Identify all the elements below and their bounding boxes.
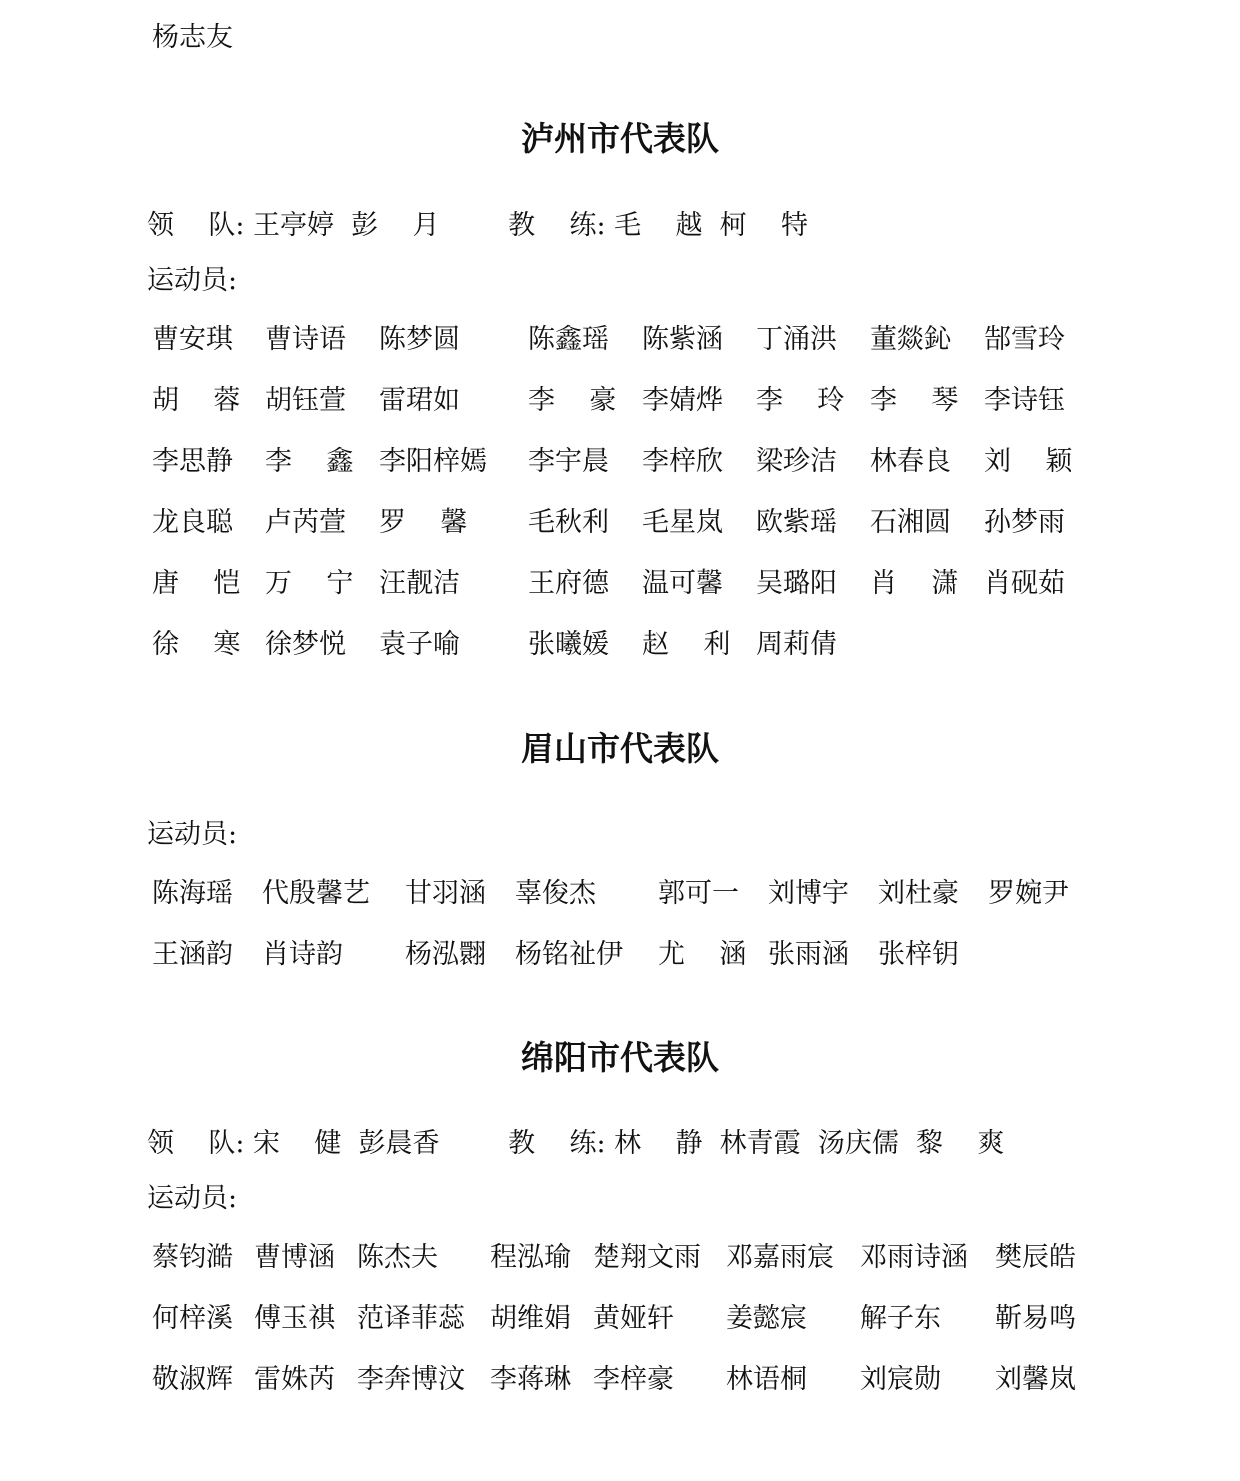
- athlete-name: 李蒋琳: [490, 1364, 571, 1395]
- athlete-name: 杨泓翾: [405, 939, 486, 970]
- athlete-name: 李诗钰: [984, 385, 1065, 416]
- athlete-name: 胡维娟: [490, 1303, 571, 1334]
- athlete-name: 刘宸勋: [860, 1364, 941, 1395]
- athlete-name: 陈紫涵: [642, 324, 723, 355]
- athlete-name: 靳易鸣: [995, 1303, 1076, 1334]
- athlete-name: 罗 馨: [379, 507, 468, 538]
- athlete-name: 毛秋利: [528, 507, 609, 538]
- athlete-name: 胡钰萱: [265, 385, 346, 416]
- athlete-name: 雷珺如: [379, 385, 460, 416]
- athlete-name: 丁涌洪: [756, 324, 837, 355]
- athlete-name: 樊辰皓: [995, 1242, 1076, 1273]
- athlete-name: 甘羽涵: [405, 878, 486, 909]
- athletes-label-meishan: 运动员:: [147, 819, 238, 850]
- athlete-name: 代殷馨艺: [262, 878, 370, 909]
- athlete-name: 梁珍洁: [756, 446, 837, 477]
- athlete-name: 吴璐阳: [756, 568, 837, 599]
- athlete-name: 刘博宇: [768, 878, 849, 909]
- athlete-name: 张雨涵: [768, 939, 849, 970]
- athlete-name: 李梓欣: [642, 446, 723, 477]
- athlete-name: 林语桐: [726, 1364, 807, 1395]
- staff-line-mianyang: 领 队: 宋 健 彭晨香 教 练: 林 静 林青霞 汤庆儒 黎 爽: [147, 1128, 1005, 1159]
- athlete-name: 李 鑫: [265, 446, 354, 477]
- athlete-name: 董燚鈊: [870, 324, 951, 355]
- section-title-meishan: 眉山市代表队: [521, 729, 719, 768]
- athlete-name: 万 宁: [265, 568, 354, 599]
- athlete-name: 邓嘉雨宸: [726, 1242, 834, 1273]
- athlete-name: 石湘圆: [870, 507, 951, 538]
- athlete-name: 周莉倩: [756, 629, 837, 660]
- athlete-name: 欧紫瑶: [756, 507, 837, 538]
- athlete-name: 李 琴: [870, 385, 959, 416]
- athlete-name: 林春良: [870, 446, 951, 477]
- athlete-name: 解子东: [860, 1303, 941, 1334]
- athlete-name: 曹博涵: [254, 1242, 335, 1273]
- athlete-name: 李婧烨: [642, 385, 723, 416]
- athlete-name: 徐 寒: [152, 629, 241, 660]
- athlete-name: 李宇晨: [528, 446, 609, 477]
- athlete-name: 黄娅轩: [593, 1303, 674, 1334]
- athlete-name: 王涵韵: [152, 939, 233, 970]
- athlete-name: 刘 颖: [984, 446, 1073, 477]
- athlete-name: 徐梦悦: [265, 629, 346, 660]
- athlete-name: 毛星岚: [642, 507, 723, 538]
- athlete-name: 张梓钥: [878, 939, 959, 970]
- athlete-name: 楚翔文雨: [593, 1242, 701, 1273]
- athlete-name: 李梓豪: [593, 1364, 674, 1395]
- athlete-name: 唐 恺: [152, 568, 241, 599]
- athlete-name: 卢芮萱: [265, 507, 346, 538]
- athletes-label-mianyang: 运动员:: [147, 1183, 238, 1214]
- athlete-name: 杨铭祉伊: [515, 939, 623, 970]
- athletes-label-luzhou: 运动员:: [147, 265, 238, 296]
- athlete-name: 张曦媛: [528, 629, 609, 660]
- athlete-name: 肖砚茹: [984, 568, 1065, 599]
- athlete-name: 陈梦圆: [379, 324, 460, 355]
- athlete-name: 邓雨诗涵: [860, 1242, 968, 1273]
- athlete-name: 雷姝芮: [254, 1364, 335, 1395]
- athlete-name: 蔡钧澔: [152, 1242, 233, 1273]
- athlete-name: 曹诗语: [265, 324, 346, 355]
- athlete-name: 陈鑫瑶: [528, 324, 609, 355]
- athlete-name: 李阳梓嫣: [379, 446, 487, 477]
- athlete-name: 郭可一: [658, 878, 739, 909]
- athlete-name: 陈海瑶: [152, 878, 233, 909]
- athlete-name: 刘馨岚: [995, 1364, 1076, 1395]
- athlete-name: 陈杰夫: [357, 1242, 438, 1273]
- athlete-name: 刘杜豪: [878, 878, 959, 909]
- athlete-name: 郜雪玲: [984, 324, 1065, 355]
- athlete-name: 曹安琪: [152, 324, 233, 355]
- athlete-name: 汪靓洁: [379, 568, 460, 599]
- athlete-name: 龙良聪: [152, 507, 233, 538]
- athlete-name: 何梓溪: [152, 1303, 233, 1334]
- athlete-name: 罗婉尹: [988, 878, 1069, 909]
- athlete-name: 袁子喻: [379, 629, 460, 660]
- athlete-name: 肖诗韵: [262, 939, 343, 970]
- athlete-name: 李 玲: [756, 385, 845, 416]
- athlete-name: 尤 涵: [658, 939, 747, 970]
- section-title-luzhou: 泸州市代表队: [521, 119, 719, 158]
- athlete-name: 赵 利: [642, 629, 731, 660]
- athlete-name: 李 豪: [528, 385, 617, 416]
- athlete-name: 姜懿宸: [726, 1303, 807, 1334]
- athlete-name: 李思静: [152, 446, 233, 477]
- athlete-name: 温可馨: [642, 568, 723, 599]
- top-name: 杨志友: [152, 22, 233, 53]
- athlete-name: 敬淑辉: [152, 1364, 233, 1395]
- athlete-name: 程泓瑜: [490, 1242, 571, 1273]
- athlete-name: 范译菲蕊: [357, 1303, 465, 1334]
- athlete-name: 傅玉祺: [254, 1303, 335, 1334]
- athlete-name: 孙梦雨: [984, 507, 1065, 538]
- athlete-name: 李奔博汶: [357, 1364, 465, 1395]
- athlete-name: 肖 潇: [870, 568, 959, 599]
- athlete-name: 胡 蓉: [152, 385, 241, 416]
- section-title-mianyang: 绵阳市代表队: [521, 1038, 719, 1077]
- athlete-name: 王府德: [528, 568, 609, 599]
- staff-line-luzhou: 领 队: 王亭婷 彭 月 教 练: 毛 越 柯 特: [147, 210, 808, 241]
- athlete-name: 辜俊杰: [515, 878, 596, 909]
